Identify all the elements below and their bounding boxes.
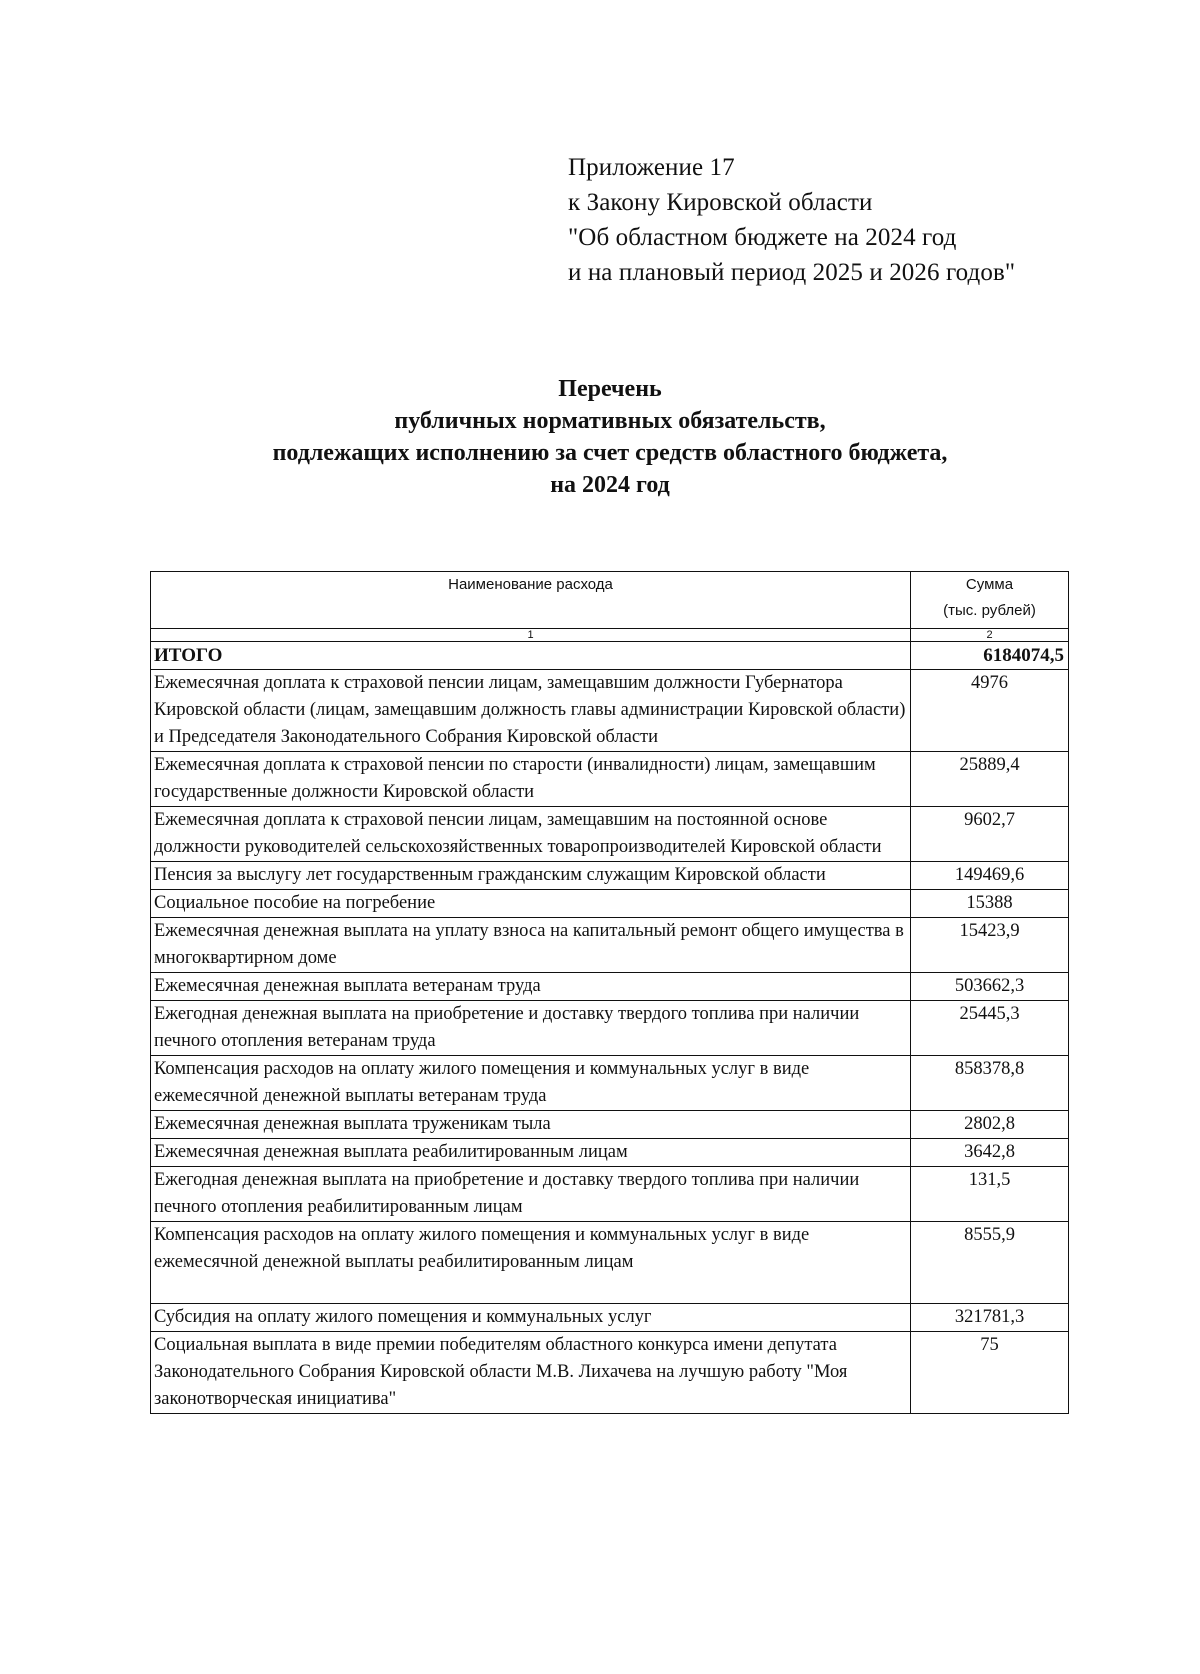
row-name: Ежемесячная денежная выплата реабилитированным лицам [151, 1139, 911, 1167]
annex-line: к Закону Кировской области [568, 189, 873, 216]
header-sum-unit: (тыс. рублей) [943, 602, 1036, 619]
table-row [151, 752, 1069, 807]
total-row [151, 642, 1069, 670]
title-line: на 2024 год [550, 472, 670, 498]
table-row [151, 1111, 1069, 1139]
row-value: 503662,3 [911, 973, 1069, 1001]
row-name: Пенсия за выслугу лет государственным гражданским служащим Кировской области [151, 862, 911, 890]
document-title [150, 373, 1070, 501]
header-name: Наименование расхода [151, 572, 911, 629]
row-value: 25889,4 [911, 752, 1069, 807]
table-row [151, 890, 1069, 918]
table-header-row [151, 572, 1069, 629]
column-number: 1 [151, 629, 911, 642]
table-row [151, 670, 1069, 752]
table-row [151, 1056, 1069, 1111]
table-row [151, 973, 1069, 1001]
title-line: публичных нормативных обязательств, [394, 408, 826, 434]
table-row [151, 1139, 1069, 1167]
table-row [151, 1332, 1069, 1414]
row-name: Компенсация расходов на оплату жилого помещения и коммунальных услуг в виде ежемесячной денежной выплаты реабилитированным лицам [151, 1222, 911, 1304]
row-name: Ежегодная денежная выплата на приобретение и доставку твердого топлива при наличии печного отопления реабилитированным лицам [151, 1167, 911, 1222]
column-numbers-row [151, 629, 1069, 642]
header-sum-line: Сумма [965, 576, 1014, 593]
row-value: 9602,7 [911, 807, 1069, 862]
row-value: 321781,3 [911, 1304, 1069, 1332]
title-line: подлежащих исполнению за счет средств областного бюджета, [272, 440, 948, 466]
row-value: 15423,9 [911, 918, 1069, 973]
table-row [151, 1167, 1069, 1222]
row-name: Социальное пособие на погребение [151, 890, 911, 918]
total-label: ИТОГО [151, 642, 911, 670]
annex-line: Приложение 17 [568, 154, 735, 181]
row-value: 2802,8 [911, 1111, 1069, 1139]
row-name: Ежемесячная доплата к страховой пенсии лицам, замещавшим должности Губернатора Кировской области (лицам, замещавшим должность главы администрации Кировской области) и Председателя Законодательного Собрания Кировской области [151, 670, 911, 752]
annex-line: и на плановый период 2025 и 2026 годов" [568, 259, 1016, 286]
table-row [151, 862, 1069, 890]
row-value: 75 [911, 1332, 1069, 1414]
table-row [151, 1001, 1069, 1056]
row-name: Социальная выплата в виде премии победителям областного конкурса имени депутата Законодательного Собрания Кировской области М.В. Лихачева на лучшую работу "Моя законотворческая инициатива" [151, 1332, 911, 1414]
row-value: 149469,6 [911, 862, 1069, 890]
row-name: Компенсация расходов на оплату жилого помещения и коммунальных услуг в виде ежемесячной денежной выплаты ветеранам труда [151, 1056, 911, 1111]
row-name: Субсидия на оплату жилого помещения и коммунальных услуг [151, 1304, 911, 1332]
row-name: Ежемесячная денежная выплата на уплату взноса на капитальный ремонт общего имущества в многоквартирном доме [151, 918, 911, 973]
row-name: Ежемесячная доплата к страховой пенсии лицам, замещавшим на постоянной основе должности руководителей сельскохозяйственных товаропроизводителей Кировской области [151, 807, 911, 862]
obligations-table [150, 571, 1069, 1414]
column-number: 2 [911, 629, 1069, 642]
row-value: 25445,3 [911, 1001, 1069, 1056]
row-value: 131,5 [911, 1167, 1069, 1222]
table-row [151, 1304, 1069, 1332]
table-row [151, 807, 1069, 862]
annex-line: "Об областном бюджете на 2024 год [568, 224, 957, 251]
table-row [151, 1222, 1069, 1304]
title-line: Перечень [558, 376, 662, 402]
header-sum [911, 572, 1069, 629]
row-value: 15388 [911, 890, 1069, 918]
row-value: 3642,8 [911, 1139, 1069, 1167]
total-value: 6184074,5 [911, 642, 1069, 670]
row-name: Ежемесячная денежная выплата труженикам тыла [151, 1111, 911, 1139]
row-value: 4976 [911, 670, 1069, 752]
row-value: 8555,9 [911, 1222, 1069, 1304]
table-row [151, 918, 1069, 973]
row-name: Ежегодная денежная выплата на приобретение и доставку твердого топлива при наличии печного отопления ветеранам труда [151, 1001, 911, 1056]
row-name: Ежемесячная доплата к страховой пенсии по старости (инвалидности) лицам, замещавшим государственные должности Кировской области [151, 752, 911, 807]
row-value: 858378,8 [911, 1056, 1069, 1111]
row-name: Ежемесячная денежная выплата ветеранам труда [151, 973, 911, 1001]
annex-reference [568, 150, 1015, 290]
